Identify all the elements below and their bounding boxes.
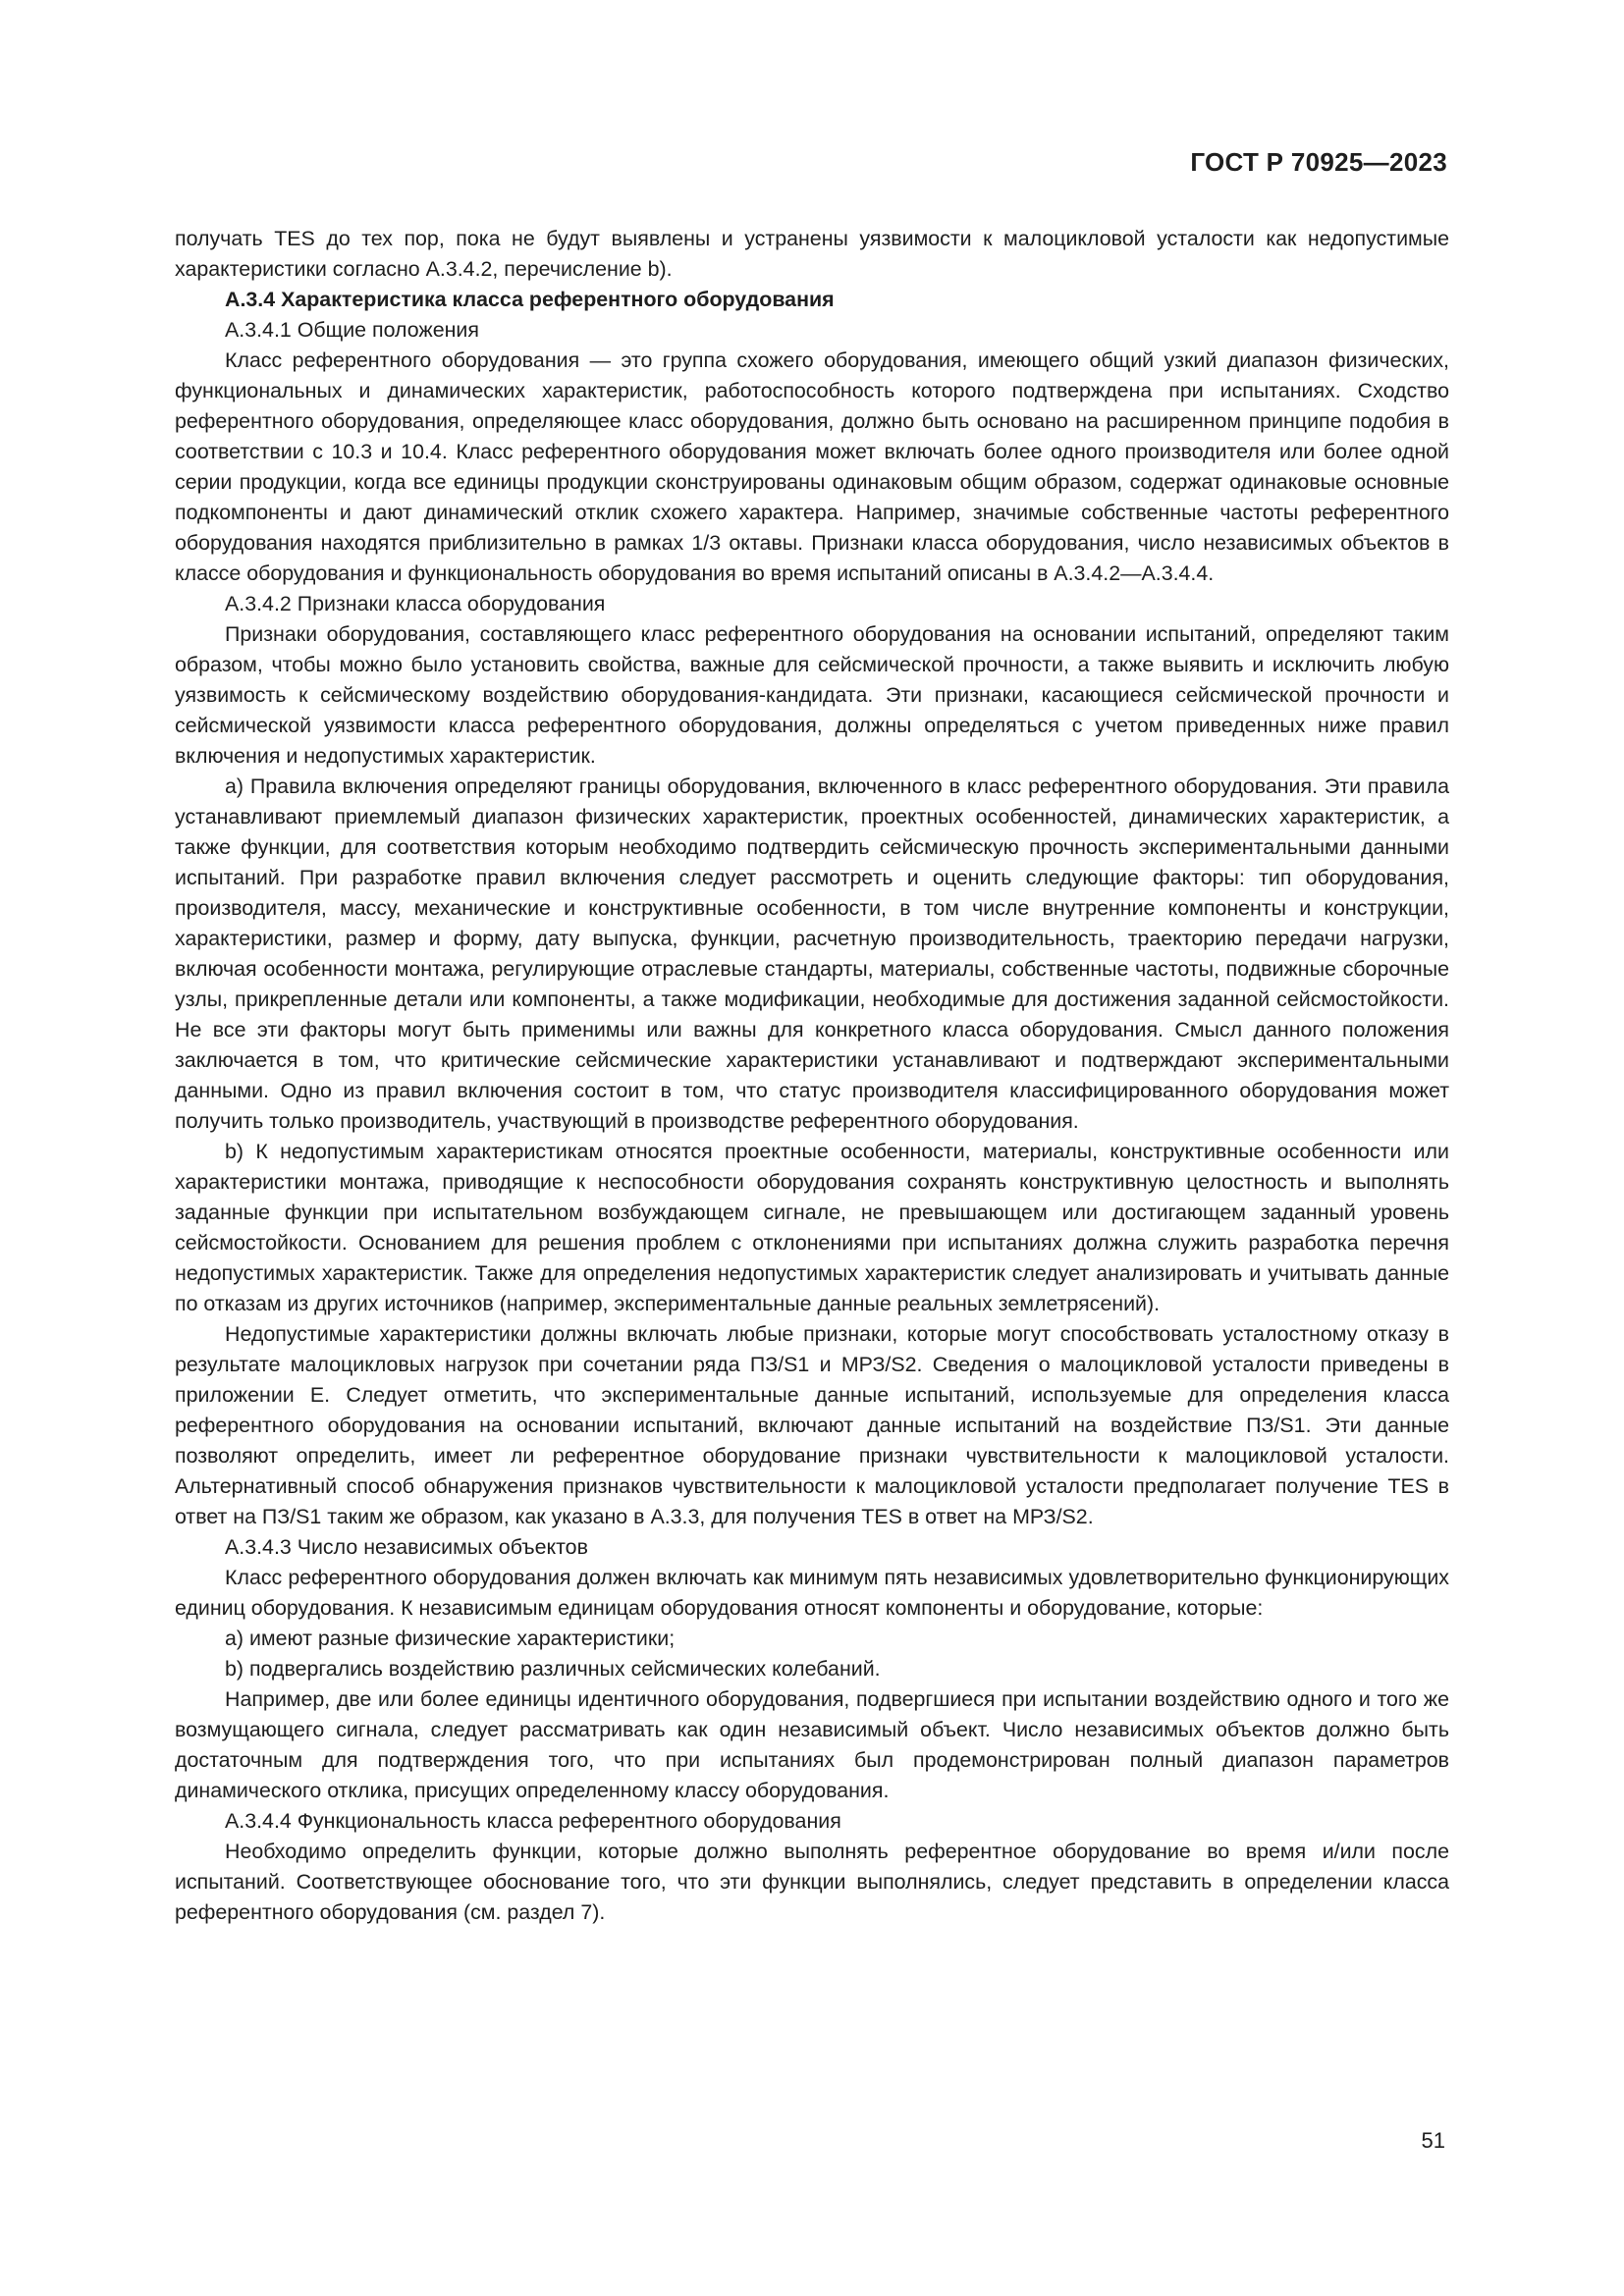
list-item: b) К недопустимым характеристикам относятся проектные особенности, материалы, конструктивные особенности или характеристики монтажа, приводящие к неспособности оборудования сохранять конструктивную целостность и выполнять заданные функции при испытательном возбуждающем сигнале, не превышающем или достигающем заданный уровень сейсмостойкости. Основанием для решения проблем с отклонениями при испытаниях должна служить разработка перечня недопустимых характеристик. Также для определения недопустимых характеристик следует анализировать и учитывать данные по отказам из других источников (например, экспериментальные данные реальных землетрясений). xyxy=(175,1140,1449,1315)
section-heading: А.3.4 Характеристика класса референтного оборудования xyxy=(225,288,835,311)
paragraph: Класс референтного оборудования — это группа схожего оборудования, имеющего общий узкий диапазон физических, функциональных и динамических характеристик, работоспособность которого подтверждена при испытаниях. Сходство референтного оборудования, определяющее класс оборудования, должно быть основано на расширенном принципе подобия в соответствии с 10.3 и 10.4. Класс референтного оборудования может включать более одного производителя или более одной серии продукции, когда все единицы продукции сконструированы одинаковым общим образом, содержат одинаковые основные подкомпоненты и дают динамический отклик схожего характера. Например, значимые собственные частоты референтного оборудования находятся приблизительно в рамках 1/3 октавы. Признаки класса оборудования, число независимых объектов в классе оборудования и функциональность оборудования во время испытаний описаны в А.3.4.2—А.3.4.4. xyxy=(175,348,1449,585)
list-item: а) Правила включения определяют границы оборудования, включенного в класс референтного оборудования. Эти правила устанавливают приемлемый диапазон физических характеристик, проектных особенностей, динамических характеристик, а также функции, для соответствия которым необходимо подтвердить сейсмическую прочность экспериментальными данными испытаний. При разработке правил включения следует рассмотреть и оценить следующие факторы: тип оборудования, производителя, массу, механические и конструктивные особенности, в том числе внутренние компоненты и конструкции, характеристики, размер и форму, дату выпуска, функции, расчетную производительность, траекторию передачи нагрузки, включая особенности монтажа, регулирующие отраслевые стандарты, материалы, собственные частоты, подвижные сборочные узлы, прикрепленные детали или компоненты, а также модификации, необходимые для достижения заданной сейсмостойкости. Не все эти факторы могут быть применимы или важны для конкретного класса оборудования. Смысл данного положения заключается в том, что критические сейсмические характеристики устанавливают и подтверждают экспериментальными данными. Одно из правил включения состоит в том, что статус производителя классифицированного оборудования может получить только производитель, участвующий в производстве референтного оборудования. xyxy=(175,774,1449,1133)
list-item: b) подвергались воздействию различных сейсмических колебаний. xyxy=(225,1657,881,1681)
subsection-heading: А.3.4.4 Функциональность класса референтного оборудования xyxy=(225,1809,841,1833)
paragraph: Необходимо определить функции, которые должно выполнять референтное оборудование во время и/или после испытаний. Соответствующее обоснование того, что эти функции выполнялись, следует представить в определении класса референтного оборудования (см. раздел 7). xyxy=(175,1840,1449,1924)
document-header: ГОСТ Р 70925—2023 xyxy=(1190,147,1447,177)
paragraph: Например, две или более единицы идентичного оборудования, подвергшиеся при испытании воздействию одного и того же возмущающего сигнала, следует рассматривать как один независимый объект. Число независимых объектов должно быть достаточным для подтверждения того, что при испытаниях был продемонстрирован полный диапазон параметров динамического отклика, присущих определенному классу оборудования. xyxy=(175,1687,1449,1802)
paragraph: Класс референтного оборудования должен включать как минимум пять независимых удовлетворительно функционирующих единиц оборудования. К независимым единицам оборудования относят компоненты и оборудование, которые: xyxy=(175,1566,1449,1620)
list-item: а) имеют разные физические характеристики; xyxy=(225,1627,676,1650)
paragraph-continuation: получать TES до тех пор, пока не будут выявлены и устранены уязвимости к малоцикловой усталости как недопустимые характеристики согласно А.3.4.2, перечисление b). xyxy=(175,227,1449,281)
page-number: 51 xyxy=(1421,2128,1445,2153)
subsection-heading: А.3.4.1 Общие положения xyxy=(225,318,479,342)
paragraph: Признаки оборудования, составляющего класс референтного оборудования на основании испытаний, определяют таким образом, чтобы можно было установить свойства, важные для сейсмической прочности, а также выявить и исключить любую уязвимость к сейсмическому воздействию оборудования-кандидата. Эти признаки, касающиеся сейсмической прочности и сейсмической уязвимости класса референтного оборудования, должны определяться с учетом приведенных ниже правил включения и недопустимых характеристик. xyxy=(175,622,1449,768)
subsection-heading: А.3.4.3 Число независимых объектов xyxy=(225,1535,588,1559)
subsection-heading: А.3.4.2 Признаки класса оборудования xyxy=(225,592,606,615)
paragraph: Недопустимые характеристики должны включать любые признаки, которые могут способствовать усталостному отказу в результате малоцикловых нагрузок при сочетании ряда ПЗ/S1 и МРЗ/S2. Сведения о малоцикловой усталости приведены в приложении Е. Следует отметить, что экспериментальные данные испытаний, используемые для определения класса референтного оборудования на основании испытаний, включают данные испытаний на воздействие ПЗ/S1. Эти данные позволяют определить, имеет ли референтное оборудование признаки чувствительности к малоцикловой усталости. Альтернативный способ обнаружения признаков чувствительности к малоцикловой усталости предполагает получение TES в ответ на ПЗ/S1 таким же образом, как указано в А.3.3, для получения TES в ответ на МРЗ/S2. xyxy=(175,1322,1449,1528)
document-body xyxy=(175,224,1449,1928)
